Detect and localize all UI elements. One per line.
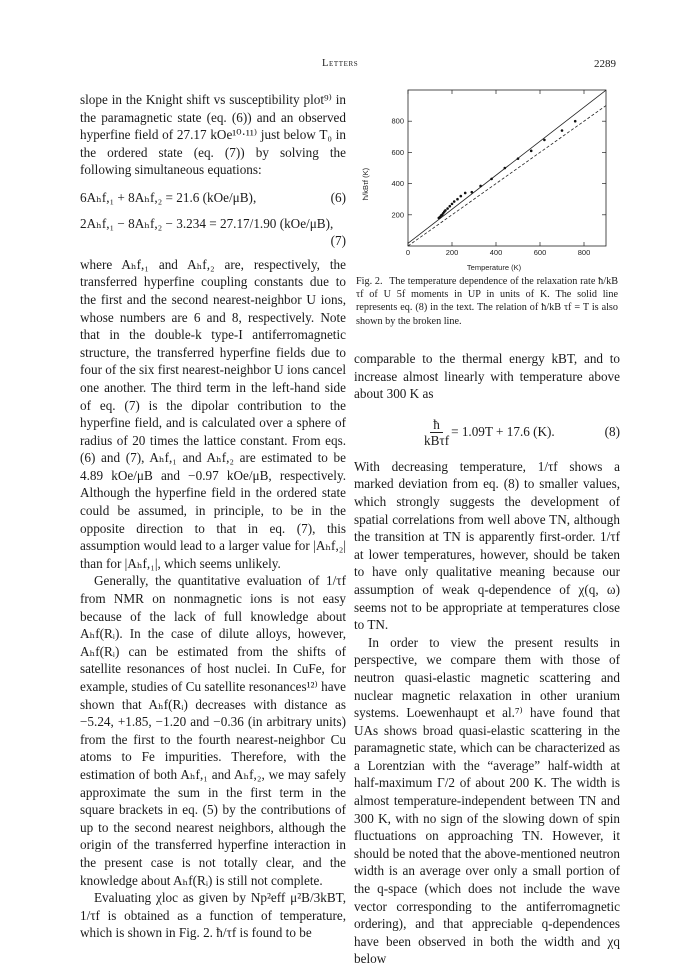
data-point <box>471 191 474 194</box>
equation-6 <box>80 189 346 207</box>
y-tick-label: 200 <box>391 210 404 220</box>
data-point <box>460 195 463 198</box>
data-point <box>479 185 482 188</box>
equation-number: (8) <box>604 424 620 440</box>
page-header <box>0 58 688 76</box>
running-title: Letters <box>322 58 359 69</box>
right-column <box>354 350 620 968</box>
equation-text: 6Aₕf,₁ + 8Aₕf,₂ = 21.6 (kOe/μB), <box>80 189 257 205</box>
data-point <box>543 139 546 142</box>
figure-2-plot <box>356 84 618 274</box>
y-tick-label: 800 <box>391 116 404 126</box>
data-point <box>504 167 507 170</box>
data-point <box>444 209 447 212</box>
equation-8 <box>354 417 620 448</box>
data-point <box>517 157 520 160</box>
data-point <box>449 205 452 208</box>
data-point <box>464 192 467 195</box>
equation-text: = 1.09T + 17.6 (K). <box>451 424 555 440</box>
figure-caption <box>356 275 618 328</box>
x-tick-label: 800 <box>577 248 591 257</box>
x-tick-label: 0 <box>405 248 411 257</box>
paragraph: slope in the Knight shift vs susceptibility plot⁹⁾ in the paramagnetic state (eq. (6)) and an observed hyperfine field of 27.17 kOe¹⁰·¹¹⁾ just below T₀ in the ordered state (eq. (7)) by solving the following simultaneous equations: <box>80 92 346 178</box>
data-point <box>561 129 564 132</box>
data-point <box>453 200 456 203</box>
equation-text: 2Aₕf,₁ − 8Aₕf,₂ − 3.234 = 27.17/1.90 (kOe/μB), <box>80 215 334 231</box>
x-axis-label: Temperature (K) <box>466 263 522 272</box>
equation-fraction <box>424 417 449 448</box>
equation-number: (6) <box>330 189 346 205</box>
x-tick-label: 400 <box>489 248 503 257</box>
data-point <box>456 198 459 201</box>
y-axis-label: ħ/kBτf (K) <box>361 167 370 201</box>
page-number: 2289 <box>594 58 616 70</box>
fit-line-eq8 <box>408 90 606 243</box>
data-point <box>451 203 454 206</box>
paragraph: comparable to the thermal energy kBT, and to increase almost linearly with temperature above about 300 K as <box>354 351 620 402</box>
paragraph: Evaluating χloc as given by Np²eff μ²B/3kBT, 1/τf is obtained as a function of temperature, which is shown in Fig. 2. ħ/τf is found to be <box>80 890 346 941</box>
y-tick-label: 400 <box>391 179 404 189</box>
data-point <box>490 178 493 181</box>
fraction-denominator: kBτf <box>424 432 450 448</box>
equation-7 <box>80 215 346 250</box>
caption-label: Fig. 2. <box>356 276 383 287</box>
y-tick-label: 600 <box>391 147 404 157</box>
broken-line-t-equals-tau <box>408 106 606 246</box>
equation-number: (7) <box>330 233 346 249</box>
data-point <box>574 120 577 123</box>
left-column <box>80 91 346 942</box>
fraction-numerator: ħ <box>430 417 443 433</box>
x-tick-label: 200 <box>445 248 459 257</box>
paragraph: With decreasing temperature, 1/τf shows a marked deviation from eq. (8) to smaller values, which strongly suggests the development of spatial correlations from well above TN, although the transition at TN is apparently first-order. 1/τf at lower temperatures, however, should be taken to have only qualitative meaning because our assumption of weak q-dependence of χ(q, ω) seems not to be appropriate at temperatures close to TN. <box>354 458 620 633</box>
data-point <box>446 207 449 210</box>
x-tick-label: 600 <box>533 248 547 257</box>
paragraph: In order to view the present results in perspective, we compare them with those of neutron quasi-elastic magnetic scattering and nuclear magnetic relaxation in other uranium systems. Loewenhaupt et al.⁷⁾ have found that UAs shows broad quasi-elastic scattering in the paramagnetic state, which can be characterized as a Lorentzian with the “average” half-width at half-maximum Γ/2 of about 200 K. The width is almost temperature-independent between TN and 300 K, with no sign of the slowing down of spin fluctuations on approaching TN. However, it should be noted that the above-mentioned neutron width is an average over only a small portion of the q-space (which does not include the wave vector corresponding to the antiferromagnetic ordering), and that appreciable q-dependences have been observed in both the width and χq below <box>354 634 620 967</box>
data-point <box>530 150 533 153</box>
paragraph: Generally, the quantitative evaluation of 1/τf from NMR on nonmagnetic ions is not easy because of the lack of full knowledge about Aₕf(Rᵢ). In the case of dilute alloys, however, Aₕf(Rᵢ) can be estimated from the shifts of satellite resonances of host nuclei. In CuFe, for example, studies of Cu satellite resonances¹²⁾ have shown that Aₕf(Rᵢ) decreases with distance as −5.24, +1.85, −1.20 and −0.36 (in arbitrary units) from the first to the fourth nearest-neighbor Cu atoms to Fe impurities. Therefore, with the estimation of both Aₕf,₁ and Aₕf,₂, we may safely approximate the sum in the first term in the square brackets in eq. (5) by the contributions of up to the second nearest neighbors, although the origin of the transferred hyperfine interaction in the present case is not totally clear, and the knowledge about Aₕf(Rᵢ) is still not complete. <box>80 573 346 888</box>
caption-text: The temperature dependence of the relaxation rate ħ/kB τf of U 5f moments in UP in units of K. The solid line represents eq. (8) in the text. The relation of ħ/kB τf = T is also shown by the broken line. <box>356 276 618 327</box>
paragraph: where Aₕf,₁ and Aₕf,₂ are, respectively, the transferred hyperfine coupling constants due to the first and the second nearest-neighbor U ions, whose numbers are 6 and 8, respectively. Note that in the double-k type-I antiferromagnetic structure, the transferred hyperfine fields due to four of the six first nearest-neighbor U ions cancel one another. The third term in the left-hand side of eq. (7) is the dipolar contribution to the hyperfine field, and is calculated over a sphere of radius of 20 times the lattice constant. From eqs. (6) and (7), Aₕf,₁ and Aₕf,₂ are estimated to be 4.89 kOe/μB and −0.97 kOe/μB, respectively. Although the hyperfine field in the ordered state could be assumed, in principle, to be in the opposite direction to that in eq. (7), this assumption would lead to a larger value for |Aₕf,₂| than for |Aₕf,₁|, which seems unlikely. <box>80 256 346 571</box>
